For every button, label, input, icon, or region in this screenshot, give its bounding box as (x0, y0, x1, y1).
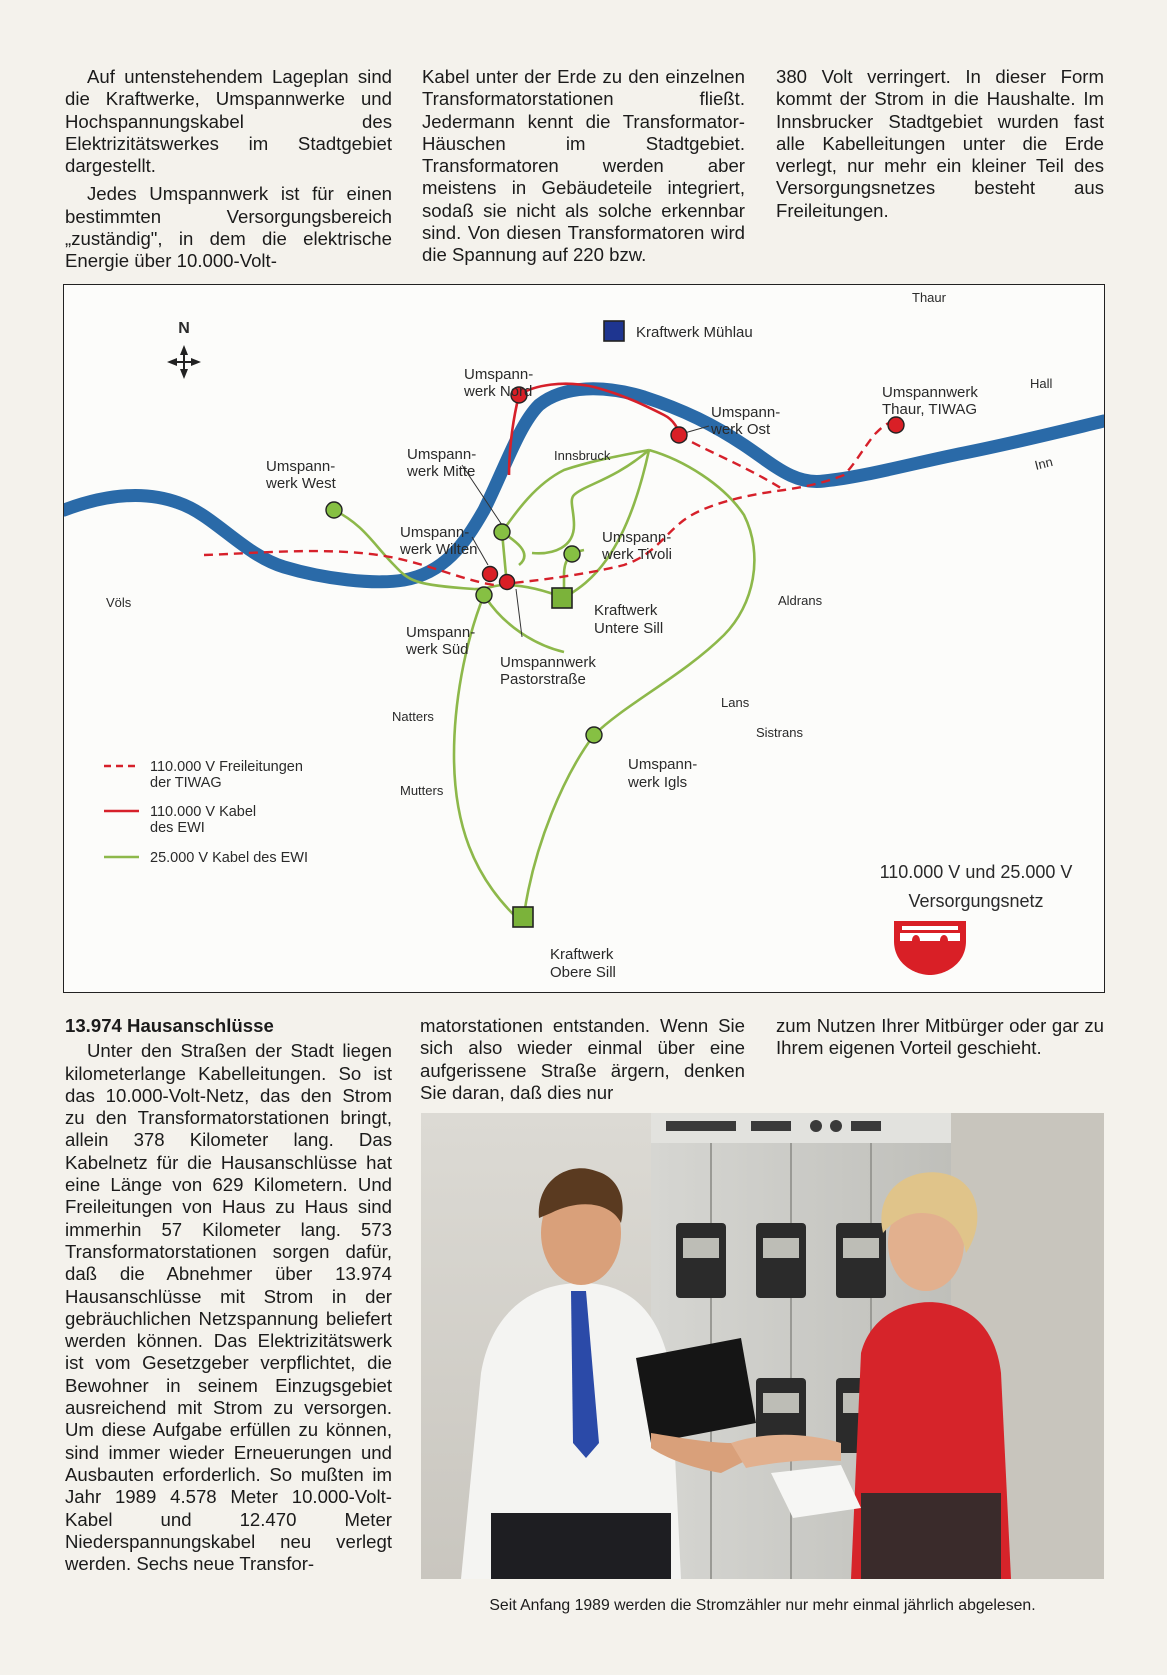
label-station-ost: Umspann-werk Ost (711, 404, 781, 438)
north-label: N (178, 320, 190, 337)
place-natters: Natters (392, 709, 434, 724)
map-title-line1: 110.000 V und 25.000 V (879, 862, 1073, 882)
label-station-mitte: Umspann-werk Mitte (407, 446, 477, 480)
place-sistrans: Sistrans (756, 725, 803, 740)
photo-caption: Seit Anfang 1989 werden die Stromzähler nur mehr einmal jährlich abgelesen. (489, 1597, 1036, 1614)
green-line (564, 450, 649, 598)
place-innsbruck: Innsbruck (554, 448, 611, 463)
legend-freileitung-label: 110.000 V Freileitungen der TIWAG (150, 759, 303, 791)
station-ost-marker (671, 427, 687, 443)
label-station-wilten: Umspann-werk Wilten (400, 524, 478, 558)
label-station-nord: Umspann-werk Nord (464, 366, 534, 400)
station-tivoli-marker (564, 546, 580, 562)
place-lans: Lans (721, 695, 750, 710)
station-mitte-marker (494, 524, 510, 540)
station-wilten-marker (483, 567, 498, 582)
station-sued-marker (476, 587, 492, 603)
label-station-pastor: Umspannwerk Pastorstraße (500, 654, 596, 688)
place-mutters: Mutters (400, 783, 444, 798)
bottom-column-2 (420, 1015, 745, 1110)
station-thaur-marker (888, 417, 904, 433)
plant-muehlau-marker (604, 321, 624, 341)
map-legend (104, 759, 308, 866)
legend-kabel25-label: 25.000 V Kabel des EWI (150, 850, 308, 866)
map-title-line2: Versorgungsnetz (908, 891, 1044, 911)
label-station-west: Umspann-werk West (266, 458, 336, 492)
green-line (594, 450, 754, 735)
station-pastor-marker (500, 575, 515, 590)
innsbruck-coat-of-arms-icon (894, 921, 966, 975)
place-hall: Hall (1030, 376, 1053, 391)
place-aldrans: Aldrans (778, 593, 823, 608)
map-drawing (64, 285, 1104, 992)
place-thaur: Thaur (912, 290, 946, 305)
bottom-column-3 (776, 1015, 1104, 1066)
label-plant-obere-sill: Kraftwerk Obere Sill (550, 946, 616, 981)
intro-paragraph: Jedes Umspannwerk ist für einen bestimmten Versorgungsbereich „zuständig", in dem die elektrische Energie über 10.000-Volt- (65, 183, 392, 272)
intro-paragraph: Kabel unter der Erde zu den einzelnen Transformatorstationen fließt. Jedermann kennt die Transformator-Häuschen im Stadtgebiet. Transformatoren werden aber meistens in Gebäudeteile integriert, sodaß sie nicht als solche erkennbar sind. Von diesen Transformatoren wird die Spannung auf 220 bzw. (422, 66, 745, 266)
label-station-thaur: Umspannwerk Thaur, TIWAG (882, 384, 978, 418)
north-arrow-icon (167, 320, 201, 379)
section-heading: 13.974 Hausanschlüsse (65, 1015, 274, 1036)
intro-paragraph: 380 Volt verringert. In dieser Form kommt der Strom in die Haushalte. Im Innsbrucker Stadtgebiet wurden fast alle Kabelleitungen unter die Erde verlegt, nur mehr ein kleiner Teil des Versorgungsnetzes besteht aus Freileitungen. (776, 66, 1104, 221)
plant-untere-sill-marker (552, 588, 572, 608)
label-kraftwerk-muehlau: Kraftwerk Mühlau (636, 324, 753, 341)
place-inn: Inn (1033, 453, 1055, 473)
legend-kabel110-label: 110.000 V Kabel des EWI (150, 804, 257, 836)
intro-column-3 (776, 66, 1104, 228)
supply-network-map (63, 284, 1105, 993)
station-igls-marker (586, 727, 602, 743)
bottom-column-1 (65, 1015, 392, 1581)
plant-obere-sill-marker (513, 907, 533, 927)
body-paragraph: zum Nutzen Ihrer Mitbürger oder gar zu Ihrem eigenen Vorteil geschieht. (776, 1015, 1104, 1059)
body-paragraph: matorstationen entstanden. Wenn Sie sich also wieder einmal über eine aufgerissene Straße ärgern, denken Sie daran, daß dies nur (420, 1015, 745, 1103)
red-overhead-line (204, 423, 889, 585)
photo-illustration (421, 1113, 1104, 1579)
body-paragraph: Unter den Straßen der Stadt liegen kilometerlange Kabelleitungen. So ist das 10.000-Volt-Netz, das den Strom zu den Transformatorstationen bringt, allein 378 Kilometer lang. Das Kabelnetz für die Hausanschlüsse hat eine Länge von 629 Kilometern. Und Freileitungen von Haus zu Haus sind immerhin 57 Kilometer lang. 573 Transformatorstationen sorgen dafür, daß die Abnehmer über 13.974 Hausanschlüsse mit Strom in der gebräuchlichen Netzspannung beliefert werden können. Das Elektrizitätswerk ist vom Gesetzgeber verpflichtet, die Bewohner in seinem Einzugsgebiet ausreichend mit Strom zu versorgen. Um diese Aufgabe erfüllen zu können, sind immer wieder Erneuerungen und Ausbauten erforderlich. So mußten im Jahr 1989 4.578 Meter 10.000-Volt-Kabel und 12.470 Meter Niederspannungskabel neu verlegt werden. Sechs neue Transfor- (65, 1040, 392, 1575)
intro-paragraph: Auf untenstehendem Lageplan sind die Kraftwerke, Umspannwerke und Hochspannungskabel des Elektrizitätswerkes im Stadtgebiet dargestellt. (65, 66, 392, 177)
label-station-tivoli: Umspann-werk Tivoli (602, 529, 673, 563)
label-plant-untere-sill: Kraftwerk Untere Sill (594, 602, 664, 637)
label-station-sued: Umspann-werk Süd (406, 624, 476, 658)
photo-meter-reading-handshake (421, 1113, 1104, 1579)
intro-column-1 (65, 66, 392, 279)
intro-column-2 (422, 66, 745, 273)
place-voels: Völs (106, 595, 132, 610)
green-line (524, 735, 594, 915)
station-west-marker (326, 502, 342, 518)
label-station-igls: Umspann-werk Igls (628, 756, 698, 791)
